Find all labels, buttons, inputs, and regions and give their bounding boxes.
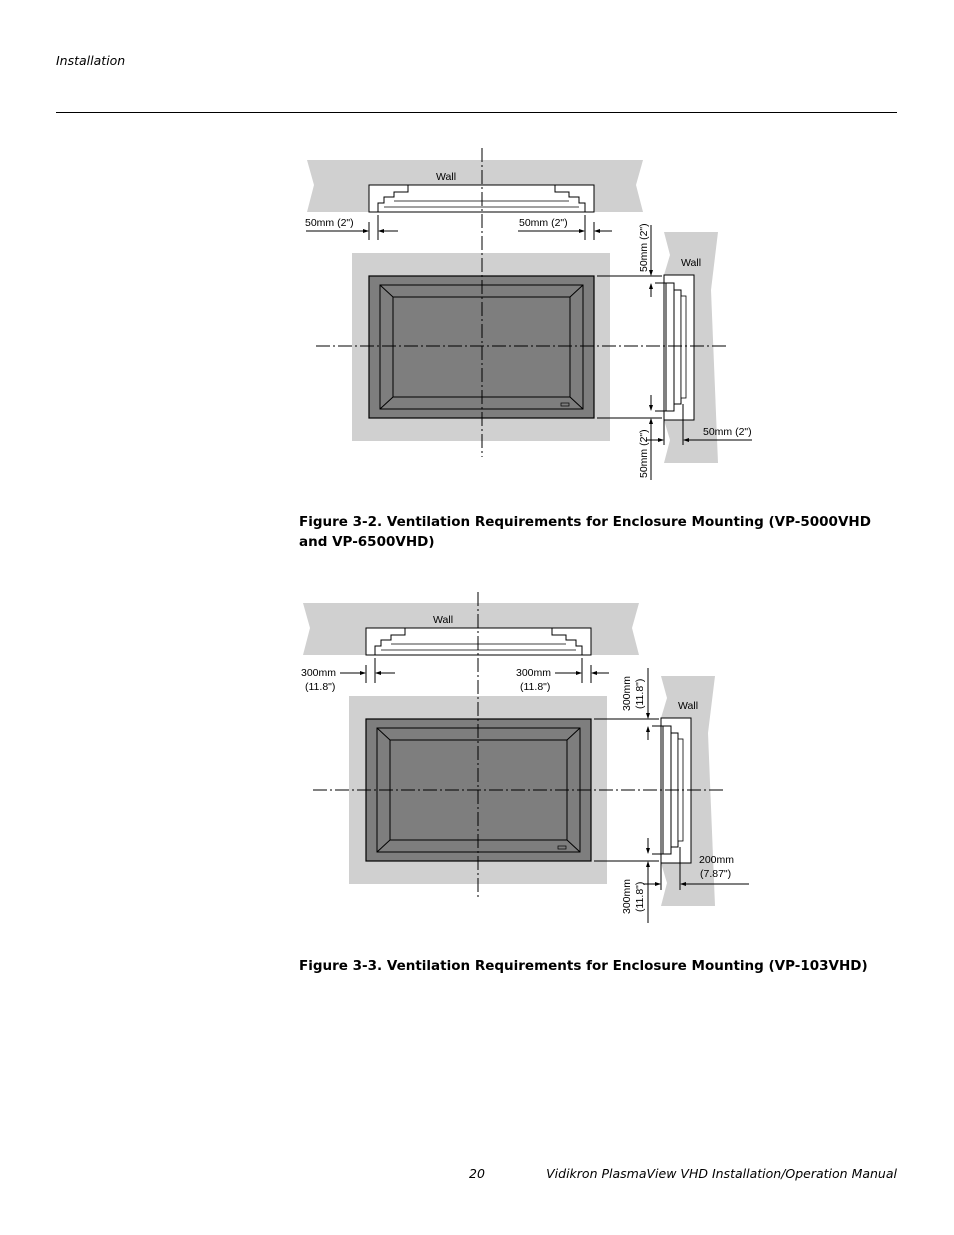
right-clearance-label: 50mm (2") — [519, 217, 568, 229]
side-wall-label: Wall — [681, 257, 702, 269]
rear-clearance-label-2: (7.87") — [700, 868, 732, 880]
left-clearance-label: 50mm (2") — [305, 217, 354, 229]
page-number: 20 — [469, 1166, 485, 1181]
running-header: Installation — [56, 53, 126, 68]
left-clearance-label-2: (11.8") — [305, 681, 336, 693]
figure-3-3-diagram — [0, 580, 954, 940]
top-clearance-label: 50mm (2") — [638, 223, 650, 272]
left-clearance-label-1: 300mm — [301, 667, 337, 679]
right-clearance-label-2: (11.8") — [520, 681, 551, 693]
display-side-view — [666, 283, 674, 411]
rear-clearance-label: 50mm (2") — [703, 426, 752, 438]
figure-3-3-caption: Figure 3-3. Ventilation Requirements for Enclosure Mounting (VP-103VHD) — [299, 958, 868, 974]
top-clearance-label-2: (11.8") — [634, 678, 646, 709]
side-wall-label: Wall — [678, 700, 699, 712]
top-clearance-label-1: 300mm — [621, 675, 633, 711]
bottom-clearance-label-1: 300mm — [621, 878, 633, 914]
figure-3-2-caption: Figure 3-2. Ventilation Requirements for Enclosure Mounting (VP-5000VHD and VP-6500VHD) — [299, 514, 871, 550]
manual-title: Vidikron PlasmaView VHD Installation/Operation Manual — [546, 1166, 897, 1181]
top-wall-label: Wall — [436, 171, 457, 183]
figure-3-2-diagram — [0, 0, 954, 500]
rear-clearance-label-1: 200mm — [699, 854, 735, 866]
top-wall-label: Wall — [433, 614, 454, 626]
right-clearance-label-1: 300mm — [516, 667, 552, 679]
bottom-clearance-label-2: (11.8") — [634, 881, 646, 912]
bottom-clearance-label: 50mm (2") — [638, 429, 650, 478]
